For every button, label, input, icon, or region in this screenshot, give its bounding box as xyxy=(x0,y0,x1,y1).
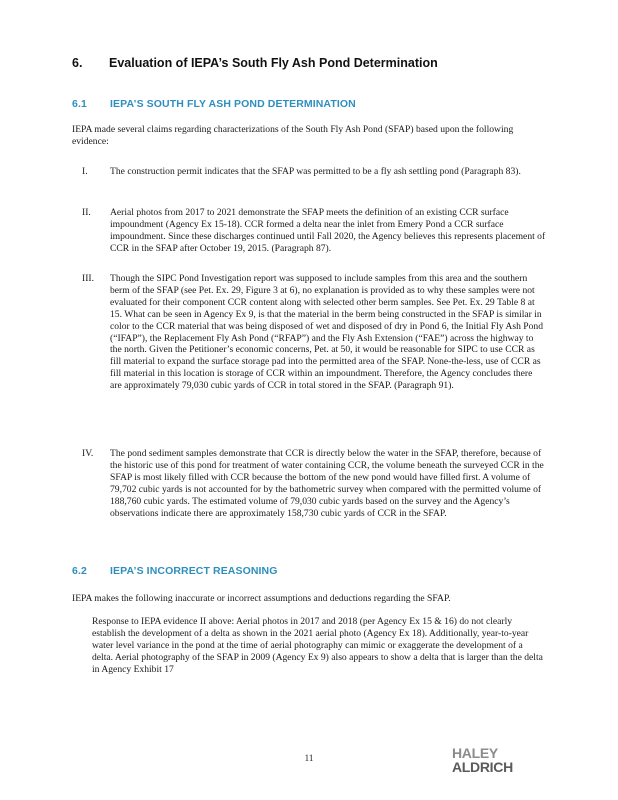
logo-line-1: HALEY xyxy=(452,745,498,761)
response-paragraph: Response to IEPA evidence II above: Aerial photos in 2017 and 2018 (per Agency Ex 15 & 16) do not clearly establish the development of a delta as shown in the 2021 aerial photo (Agency Ex 18). Additionally, year-to-year water level variance in the pond at the time of aerial photography can mimic or exaggerate the development of a delta. Aerial photography of the SFAP in 2009 (Agency Ex 9) also appears to show a delta that is larger than the delta in Agency Exhibit 17 xyxy=(92,616,543,675)
subsection-number: 6.2 xyxy=(72,565,87,577)
item-text: Though the SIPC Pond Investigation report was supposed to include samples from this area and the southern berm of the SFAP (see Pet. Ex. 29, Figure 3 at 6), no explanation is provided as to why these samples were not evaluated for their component CCR content along with selected other berm samples. See Pet. Ex. 29 Table 8 at 15. What can be seen in Agency Ex 9, is that the material in the berm being constructed in the SFAP is similar in color to the CCR material that was being disposed of wet and disposed of dry in Pond 6, the Initial Fly Ash Pond (“IFAP”), the Replacement Fly Ash Pond (“RFAP”) and the Fly Ash Extension (“FAE”) across the highway to the north. Given the Petitioner’s economic concerns, Pet. at 50, it would be reasonable for SIPC to use CCR as fill material to expand the surface storage pad into the permitted area of the SFAP. None-the-less, use of CCR as fill material in this location is storage of CCR within an impoundment. Therefore, the Agency concludes there are approximately 79,030 cubic yards of CCR in total stored in the SFAP. (Paragraph 91). xyxy=(110,273,544,392)
logo-line-2: ALDRICH xyxy=(452,759,513,775)
page-number: 11 xyxy=(304,753,314,763)
section-title: Evaluation of IEPA’s South Fly Ash Pond Determination xyxy=(109,56,438,70)
item-numeral: II. xyxy=(82,207,91,218)
item-numeral: III. xyxy=(82,273,94,284)
haley-aldrich-logo xyxy=(452,745,548,775)
item-text: The construction permit indicates that the SFAP was permitted to be a fly ash settling pond (Paragraph 83). xyxy=(110,166,521,177)
subsection-heading-6-2 xyxy=(72,565,278,577)
item-text: Aerial photos from 2017 to 2021 demonstrate the SFAP meets the definition of an existing CCR surface impoundment (Agency Ex 15-18). CCR formed a delta near the inlet from Emery Pond a CCR surface impoundment. Since these discharges continued until Fall 2020, the Agency believes this represents placement of CCR in the SFAP after October 19, 2015. (Paragraph 87). xyxy=(110,207,546,254)
section-number: 6. xyxy=(72,56,83,70)
subsection-title: IEPA’S INCORRECT REASONING xyxy=(110,565,278,577)
item-numeral: I. xyxy=(82,166,88,177)
item-text: The pond sediment samples demonstrate that CCR is directly below the water in the SFAP, therefore, because of the historic use of this pond for treatment of water containing CCR, the volume beneath the surveyed CCR in the SFAP is most likely filled with CCR because the bottom of the new pond would have filled first. A volume of 79,702 cubic yards is not accounted for by the bathometric survey when compared with the permitted volume of 188,760 cubic yards. The estimated volume of 79,030 cubic yards based on the survey and the Agency’s observations indicate there are approximately 158,730 cubic yards of CCR in the SFAP. xyxy=(110,448,544,519)
subsection-title: IEPA’S SOUTH FLY ASH POND DETERMINATION xyxy=(110,98,356,110)
section-heading xyxy=(72,56,438,70)
subsection-heading-6-1 xyxy=(72,98,356,110)
intro-paragraph: IEPA made several claims regarding characterizations of the South Fly Ash Pond (SFAP) based upon the following evidence: xyxy=(72,124,514,147)
subsection-number: 6.1 xyxy=(72,98,87,110)
intro-paragraph-2: IEPA makes the following inaccurate or incorrect assumptions and deductions regarding the SFAP. xyxy=(72,593,451,604)
item-numeral: IV. xyxy=(82,448,94,459)
